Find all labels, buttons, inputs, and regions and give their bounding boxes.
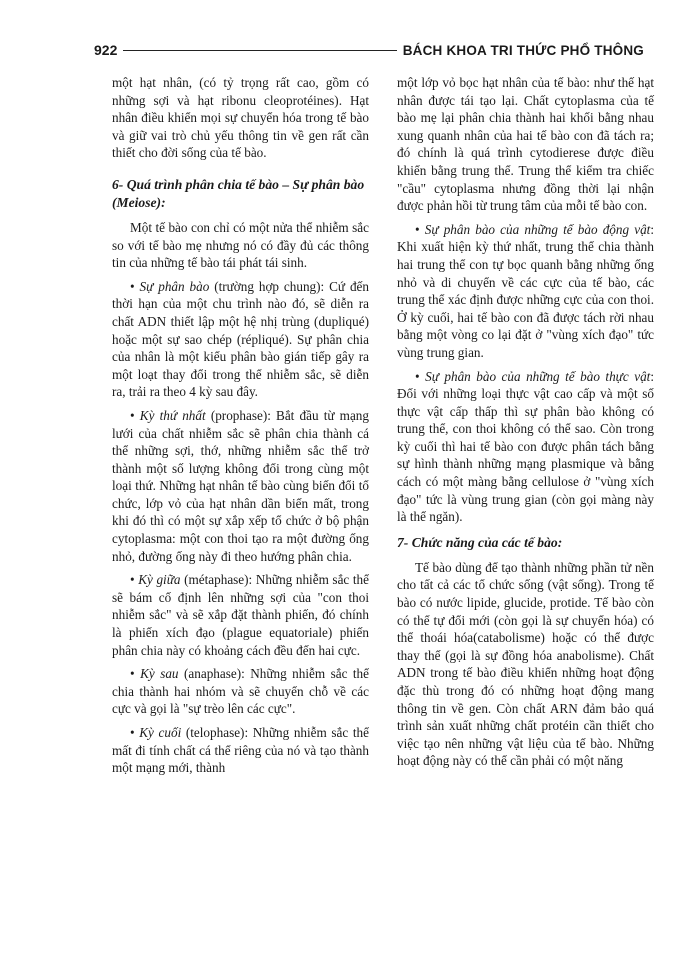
bullet-paragraph [397, 221, 654, 362]
paragraph: một lớp vỏ bọc hạt nhân của tế bào: như thế hạt nhân được tái tạo lại. Chất cytoplasma của tế bào mẹ lại phân chia thành hai khối bằng nhau xung quanh nhân của hai tế bào con đã tách ra; đó chính là quá trình cytodierese được điều khiển bằng trung thể. Trung thể kiểm tra chiếc "cầu" cytoplasma nhưng đồng thời lại nhận được phản hồi từ trung tâm của mỗi tế bào con. [397, 75, 654, 214]
header-rule [123, 50, 396, 51]
term: Kỳ giữa [138, 572, 181, 588]
section-heading-7: 7- Chức năng của các tế bào: [397, 534, 563, 550]
bullet-paragraph [397, 368, 654, 526]
term: Sự phân bào [139, 278, 210, 294]
bullet-text: : Đối với những loại thực vật cao cấp và một số thực vật cấp thấp thì sự phân bào không có trung thể, con thoi không có thể sao. Còn trong kỳ cuối thì hai tế bào con được phân tách bằng sự hình thành những mạng plasmique và bằng cách có một màng bằng cellulose ở "vùng xích đạo" tức là vùng trung gian (còn gọi màng này là thể ngăn). [397, 368, 655, 525]
running-header [94, 40, 644, 60]
paragraph: Tế bào dùng để tạo thành những phần tử nền cho tất cả các tổ chức sống (vật sống). Trong tế bào có nước lipide, glucide, protide. Tế bào còn có thể tự đổi mới (còn gọi là sự chuyển hóa) có thể thoái hóa(catabolisme) hoặc có thể được thay thế (gọi là sự đồng hóa anabolisme). Chất ADN trong tế bào điều khiển những hoạt động đặc thù trong đó có những hoạt động mang thông tin về gen. Còn chất ARN đảm bảo quá trình sản xuất những chất protéin cần thiết cho việc tạo nên những vật liệu của tế bào. Những hoạt động này có thể cần phải có một năng [397, 559, 654, 769]
bullet-text: : Khi xuất hiện kỳ thứ nhất, trung thể chia thành hai trung thể con tự bọc quanh bằng những ống nhỏ và di chuyển về các cực của tế bào, các trung thể xác định được những cực của con thoi. Ở kỳ cuối, hai tế bào con đã được tách rời nhau bằng một vòng co lại đặt ở "vùng xích đạo" tức vùng trung gian. [397, 221, 654, 360]
bullet-paragraph [112, 665, 369, 718]
term: Kỳ thứ nhất [139, 407, 206, 423]
bullet-text: (anaphase): Những nhiễm sắc thể chia thành hai nhóm và sẽ chuyển chỗ về các cực và gọi là "sự trèo lên các cực". [112, 666, 370, 717]
right-column [397, 74, 654, 776]
paragraph: một hạt nhân, (có tỷ trọng rất cao, gồm có những sợi và hạt ribonu cleoprotéines). Hạt nhân điều khiển mọi sự chuyển hóa trong tế bào và giữ vai trò chủ yếu thông tin về gen rất cần thiết cho đời sống của tế bào. [112, 75, 369, 161]
term: Sự phân bào của những tế bào thực vật [425, 368, 651, 384]
left-column [112, 74, 369, 783]
term: Sự phân bào của những tế bào động vật [424, 221, 651, 237]
term: Kỳ sau [140, 666, 179, 682]
bullet-paragraph [112, 571, 369, 659]
page-number: 922 [94, 42, 118, 58]
term: Kỳ cuối [139, 725, 182, 740]
bullet-paragraph [112, 278, 369, 401]
bullet-text: (trường hợp chung): Cứ đến thời hạn của một chu trình nào đó, sẽ diễn ra chất ADN thiết lập một hệ nhị trùng (dupliqué) hoặc một sự sao chép (répliqué). Sự phân chia của nhân là một kiểu phân bào gián tiếp gây ra một loạt thay đổi trong thể nhiễm sắc, sẽ diễn ra, trải ra theo 4 kỳ sau đây. [112, 278, 370, 400]
paragraph: Một tế bào con chỉ có một nửa thể nhiễm sắc so với tế bào mẹ nhưng nó có đầy đủ các thông tin của những tế bào tái phát tái sinh. [112, 219, 369, 271]
bullet-paragraph [112, 407, 369, 565]
bullet-text: (métaphase): Những nhiễm sắc thể sẽ bám cố định lên những sợi của "con thoi nhiễm sắc" và sẽ xắp đặt thành phiến, đó chính là phiến xích đạo (plague equatoriale) phiến phân chia này có khoảng cách đều đến hai cực. [112, 572, 369, 658]
section-heading-6: 6- Quá trình phân chia tế bào – Sự phân bào (Meiose): [112, 176, 365, 210]
bullet-text: (prophase): Bắt đầu từ mạng lưới của chất nhiễm sắc sẽ phân chia thành cá thể những sợi, thớ, những nhiễm sắc thể trở thành một số lượng không đổi trong cùng một loại thứ. Những hạt nhân tế bào cùng biến đổi tổ chức, lớp vỏ của hạt nhân dần biến mất, trong khi đó thì có một sự xắp xếp tổ chức ở bộ phận cytoplasma: một con thoi tạo ra một đường ống nhỏ, đường ống này đi theo hướng phân chia. [112, 407, 369, 564]
bullet-paragraph [112, 724, 369, 777]
bullet-text: (telophase): Những nhiễm sắc thể mất đi tính chất cá thể riêng của nó và tạo thành một mạng mới, thành [112, 725, 369, 776]
running-title: BÁCH KHOA TRI THỨC PHỔ THÔNG [402, 42, 644, 58]
